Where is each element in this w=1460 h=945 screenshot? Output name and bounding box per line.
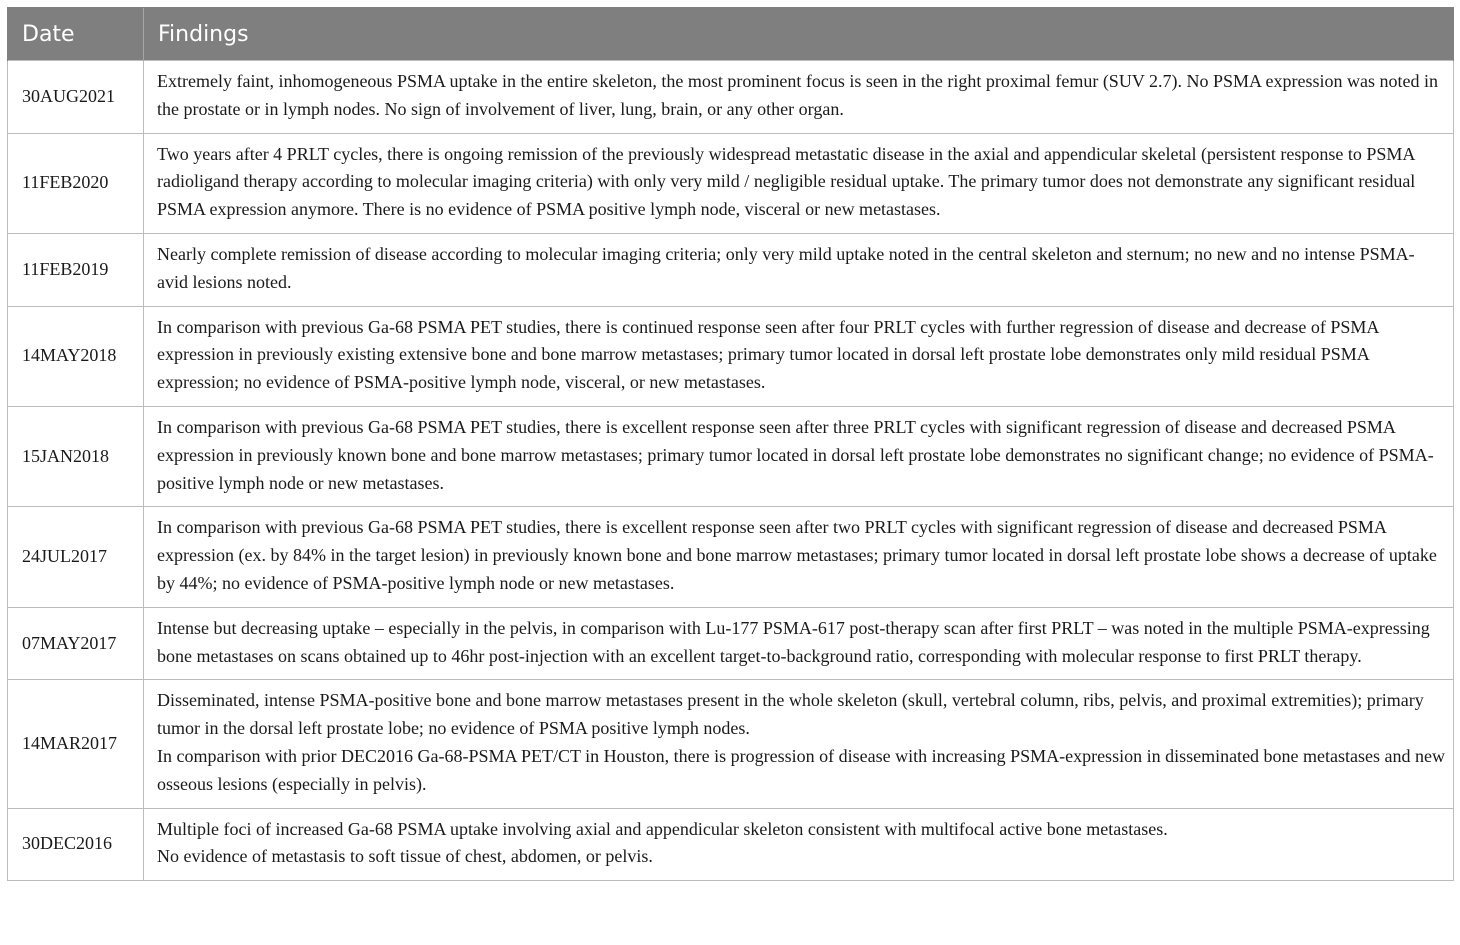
date-cell: 30DEC2016: [8, 808, 144, 881]
table-row: [8, 808, 1454, 881]
findings-table-container: [7, 7, 1454, 881]
table-row: [8, 306, 1454, 406]
date-cell: 30AUG2021: [8, 61, 144, 134]
table-row: [8, 61, 1454, 134]
date-cell: 15JAN2018: [8, 406, 144, 506]
findings-text: Multiple foci of increased Ga-68 PSMA uptake involving axial and appendicular skeleton consistent with multifocal active bone metastases.: [157, 818, 1168, 839]
table-row: [8, 680, 1454, 808]
findings-cell: [144, 233, 1454, 306]
date-cell: 24JUL2017: [8, 507, 144, 607]
table-row: [8, 233, 1454, 306]
date-cell: 07MAY2017: [8, 607, 144, 680]
table-header: [8, 8, 1454, 61]
findings-cell: [144, 306, 1454, 406]
findings-text: Disseminated, intense PSMA-positive bone and bone marrow metastases present in the whole skeleton (skull, vertebral column, ribs, pelvis, and proximal extremities); primary tumor in the dorsal left prostate lobe; no evidence of PSMA positive lymph nodes.: [157, 690, 1424, 739]
findings-text: Extremely faint, inhomogeneous PSMA uptake in the entire skeleton, the most prominent focus is seen in the right proximal femur (SUV 2.7). No PSMA expression was noted in the prostate or in lymph nodes. No sign of involvement of liver, lung, brain, or any other organ.: [157, 71, 1438, 119]
column-header-findings: Findings: [144, 8, 1454, 61]
findings-cell: [144, 406, 1454, 506]
findings-text: Two years after 4 PRLT cycles, there is ongoing remission of the previously widespread metastatic disease in the axial and appendicular skeletal (persistent response to PSMA radioligand therapy according to molecular imaging criteria) with only very mild / negligible residual uptake. The primary tumor does not demonstrate any significant residual PSMA expression anymore. There is no evidence of PSMA positive lymph node, visceral or new metastases.: [157, 143, 1416, 220]
findings-text: Nearly complete remission of disease according to molecular imaging criteria; only very mild uptake noted in the central skeleton and sternum; no new and no intense PSMA-avid lesions noted.: [157, 243, 1415, 292]
date-cell: 14MAY2018: [8, 306, 144, 406]
findings-text: No evidence of metastasis to soft tissue of chest, abdomen, or pelvis.: [157, 846, 653, 867]
findings-text: In comparison with previous Ga-68 PSMA PET studies, there is continued response seen after four PRLT cycles with further regression of disease and decrease of PSMA expression in previously existing extensive bone and bone marrow metastases; primary tumor located in dorsal left prostate lobe demonstrates only mild residual PSMA expression; no evidence of PSMA-positive lymph node, visceral, or new metastases.: [157, 316, 1379, 393]
date-cell: 11FEB2020: [8, 133, 144, 233]
findings-cell: [144, 133, 1454, 233]
findings-text: In comparison with previous Ga-68 PSMA PET studies, there is excellent response seen after three PRLT cycles with significant regression of disease and decreased PSMA expression in previously known bone and bone marrow metastases; primary tumor located in dorsal left prostate lobe demonstrates no significant change; no evidence of PSMA-positive lymph node or new metastases.: [157, 416, 1434, 493]
findings-cell: [144, 507, 1454, 607]
table-row: [8, 133, 1454, 233]
findings-text: In comparison with prior DEC2016 Ga-68-PSMA PET/CT in Houston, there is progression of disease with increasing PSMA-expression in disseminated bone metastases and new osseous lesions (especially in pelvis).: [157, 745, 1445, 794]
date-cell: 14MAR2017: [8, 680, 144, 808]
date-cell: 11FEB2019: [8, 233, 144, 306]
findings-cell: [144, 680, 1454, 808]
findings-cell: [144, 808, 1454, 881]
column-header-date: Date: [8, 8, 144, 61]
table-row: [8, 607, 1454, 680]
findings-text: In comparison with previous Ga-68 PSMA PET studies, there is excellent response seen after two PRLT cycles with significant regression of disease and decreased PSMA expression (ex. by 84% in the target lesion) in previously known bone and bone marrow metastases; primary tumor located in dorsal left prostate lobe shows a decrease of uptake by 44%; no evidence of PSMA-positive lymph node or new metastases.: [157, 517, 1437, 593]
table-row: [8, 507, 1454, 607]
table-body: [8, 61, 1454, 881]
findings-text: Intense but decreasing uptake – especially in the pelvis, in comparison with Lu-177 PSMA-617 post-therapy scan after first PRLT – was noted in the multiple PSMA-expressing bone metastases on scans obtained up to 46hr post-injection with an excellent target-to-background ratio, corresponding with molecular response to first PRLT therapy.: [157, 617, 1430, 666]
findings-cell: [144, 61, 1454, 134]
table-row: [8, 406, 1454, 506]
header-row: [8, 8, 1454, 61]
findings-table: [7, 7, 1454, 881]
findings-cell: [144, 607, 1454, 680]
